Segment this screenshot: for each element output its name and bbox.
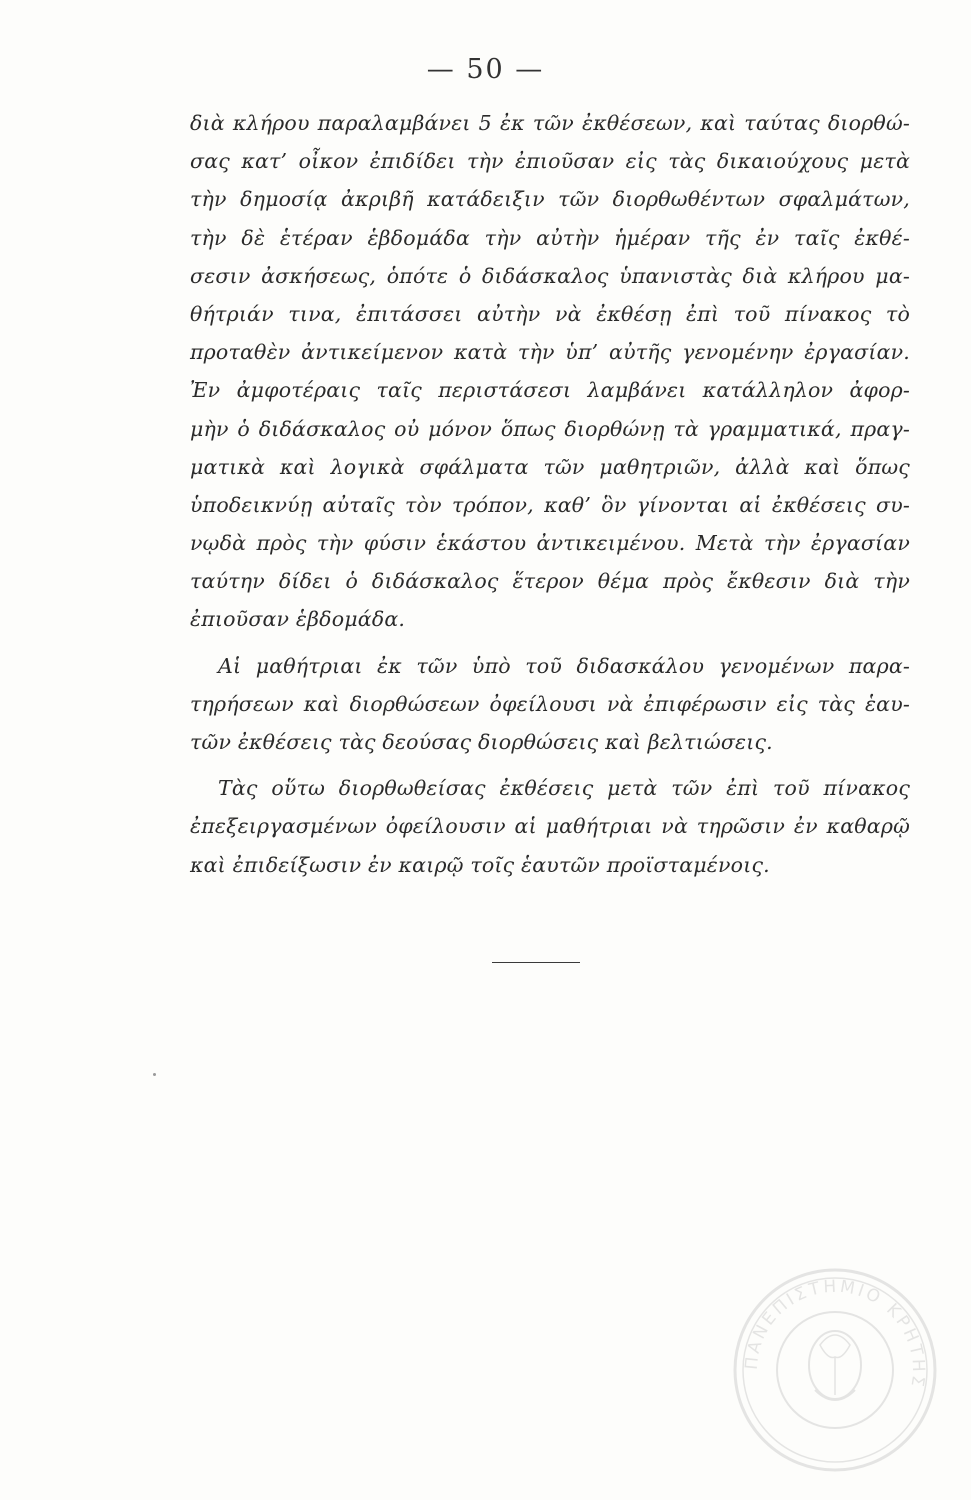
paper-speck <box>153 1073 156 1076</box>
text-line: τὴν δημοσίᾳ ἀκριβῆ κατάδειξιν τῶν διορθωθέντων σφαλμάτων, <box>190 187 910 212</box>
text-line: μὴν ὁ διδάσκαλος οὐ μόνον ὅπως διορθώνῃ τὰ γραμματικά, πραγ- <box>190 416 910 441</box>
text-line: ἐπιοῦσαν ἑβδομάδα. <box>190 607 406 632</box>
text-line: νῳδὰ πρὸς τὴν φύσιν ἑκάστου ἀντικειμένου. Μετὰ τὴν ἐργασίαν <box>190 531 910 556</box>
text-line: διὰ κλήρου παραλαμβάνει 5 ἐκ τῶν ἐκθέσεων, καὶ ταύτας διορθώ- <box>190 111 910 135</box>
text-line: τηρήσεων καὶ διορθώσεων ὀφείλουσι νὰ ἐπιφέρωσιν εἰς τὰς ἑαυ- <box>190 691 910 716</box>
text-line: ὑποδεικνύῃ αὐταῖς τὸν τρόπον, καθ’ ὃν γίνονται αἱ ἐκθέσεις συ- <box>190 492 910 517</box>
text-line: σας κατ’ οἶκον ἐπιδίδει τὴν ἐπιοῦσαν εἰς τὰς δικαιούχους μετὰ <box>190 149 910 174</box>
page-number: — 50 — <box>426 54 545 85</box>
text-line: τὴν δὲ ἑτέραν ἑβδομάδα τὴν αὐτὴν ἡμέραν τῆς ἐν ταῖς ἐκθέ- <box>190 225 910 250</box>
text-line: καὶ ἐπιδείξωσιν ἐν καιρῷ τοῖς ἑαυτῶν προϊσταμένοις. <box>190 852 770 877</box>
text-line: τῶν ἐκθέσεις τὰς δεούσας διορθώσεις καὶ βελτιώσεις. <box>190 730 773 754</box>
text-line: Τὰς οὕτω διορθωθείσας ἐκθέσεις μετὰ τῶν ἐπὶ τοῦ πίνακος <box>218 776 910 801</box>
paragraph-2 <box>190 647 910 762</box>
stamp-text: ΠΑΝΕΠΙΣΤΗΜΙΟ ΚΡΗΤΗΣ <box>741 1276 929 1391</box>
body-text <box>190 104 910 884</box>
text-line: θήτριάν τινα, ἐπιτάσσει αὐτὴν νὰ ἐκθέσῃ ἐπὶ τοῦ πίνακος τὸ <box>190 301 910 326</box>
paragraph-gap <box>190 639 910 647</box>
text-line: ἐπεξειργασμένων ὀφείλουσιν αἱ μαθήτριαι νὰ τηρῶσιν ἐν καθαρῷ <box>190 814 910 839</box>
library-stamp <box>730 1265 940 1475</box>
section-end-rule <box>492 962 580 963</box>
text-line: προταθὲν ἀντικείμενον κατὰ τὴν ὑπ’ αὐτῆς γενομένην ἐργασίαν. <box>190 340 910 365</box>
text-line: ταύτην δίδει ὁ διδάσκαλος ἕτερον θέμα πρὸς ἔκθεσιν διὰ τὴν <box>190 569 910 594</box>
text-line: Αἱ μαθήτριαι ἐκ τῶν ὑπὸ τοῦ διδασκάλου γενομένων παρα- <box>218 653 910 678</box>
paragraph-gap <box>190 761 910 769</box>
text-line: σεσιν ἀσκήσεως, ὁπότε ὁ διδάσκαλος ὑπανιστὰς διὰ κλήρου μα- <box>190 263 910 288</box>
text-line: ματικὰ καὶ λογικὰ σφάλματα τῶν μαθητριῶν, ἀλλὰ καὶ ὅπως <box>190 454 910 479</box>
text-line: Ἐν ἀμφοτέραις ταῖς περιστάσεσι λαμβάνει κατάλληλον ἀφορ- <box>190 378 910 403</box>
paragraph-1 <box>190 104 910 639</box>
paragraph-3 <box>190 769 910 884</box>
